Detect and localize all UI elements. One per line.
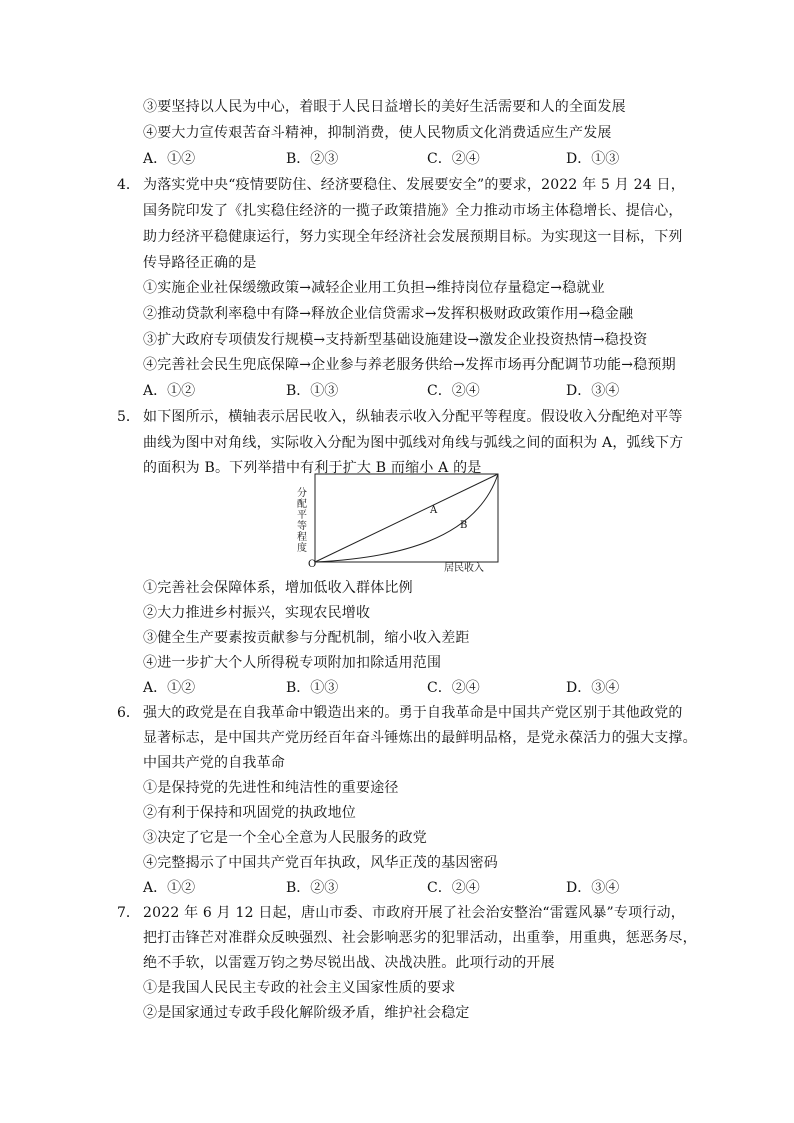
q4-option-a: A．①② [143, 383, 196, 399]
q6-option-c: C．②④ [427, 880, 480, 896]
q5-option-b: B．①③ [286, 680, 339, 696]
q5-item-2: ②大力推进乡村振兴，实现农民增收 [143, 605, 371, 621]
q4-stem-line-2: 国务院印发了《扎实稳住经济的一揽子政策措施》全力推动市场主体稳增长、提信心， [143, 203, 683, 219]
q7-item-2: ②是国家通过专政手段化解阶级矛盾，维护社会稳定 [143, 1005, 470, 1021]
q5-item-4: ④进一步扩大个人所得税专项附加扣除适用范围 [143, 655, 442, 671]
q3-option-b: B．②③ [286, 151, 339, 167]
q6-option-d: D．③④ [566, 880, 620, 896]
q3-item-4: ④要大力宣传艰苦奋斗精神，抑制消费，使人民物质文化消费适应生产发展 [143, 125, 612, 141]
q6-stem-line-2: 显著标志，是中国共产党历经百年奋斗锤炼出的最鲜明品格，是党永葆活力的强大支撑。 [143, 730, 697, 746]
q4-item-4: ④完善社会民生兜底保障→企业参与养老服务供给→发挥市场再分配调节功能→稳预期 [143, 357, 676, 373]
q3-option-c: C．②④ [427, 151, 480, 167]
y-label-char: 分 [297, 488, 307, 499]
q4-option-c: C．②④ [427, 383, 480, 399]
y-label-char: 等 [297, 521, 307, 532]
q4-option-b: B．①③ [286, 383, 339, 399]
figure-x-axis-label: 居民收入 [444, 563, 484, 574]
q3-option-a: A．①② [143, 151, 196, 167]
q5-option-a: A．①② [143, 680, 196, 696]
q4-item-3: ③扩大政府专项债发行规模→支持新型基础设施建设→激发企业投资热情→稳投资 [143, 332, 648, 348]
q7-stem-line-3: 绝不手软，以雷霆万钧之势尽锐出战、决战决胜。此项行动的开展 [143, 955, 555, 971]
q5-stem-line-2: 曲线为图中对角线，实际收入分配为图中弧线对角线与弧线之间的面积为 A，弧线下方 [143, 435, 684, 451]
q6-option-b: B．②③ [286, 880, 339, 896]
income-distribution-figure [296, 470, 506, 576]
area-b-label: B [460, 520, 468, 531]
q6-stem-line-3: 中国共产党的自我革命 [143, 755, 285, 771]
area-a-label: A [430, 505, 438, 516]
q5-option-d: D．③④ [566, 680, 620, 696]
q4-item-2: ②推动贷款利率稳中有降→释放企业信贷需求→发挥积极财政政策作用→稳金融 [143, 306, 634, 322]
q6-number: 6． [117, 705, 140, 721]
y-label-char: 平 [297, 510, 307, 521]
q4-stem-line-3: 助力经济平稳健康运行，努力实现全年经济社会发展预期目标。为实现这一目标，下列 [143, 229, 683, 245]
q6-item-4: ④完整揭示了中国共产党百年执政，风华正茂的基因密码 [143, 855, 498, 871]
y-label-char: 程 [297, 532, 307, 543]
q7-stem-line-2: 把打击锋芒对准群众反映强烈、社会影响恶劣的犯罪活动，出重拳，用重典，惩恶务尽， [143, 930, 697, 946]
figure-plot [296, 470, 506, 576]
y-label-char: 度 [297, 543, 307, 554]
q5-option-c: C．②④ [427, 680, 480, 696]
q5-item-3: ③健全生产要素按贡献参与分配机制，缩小收入差距 [143, 630, 470, 646]
q3-item-3: ③要坚持以人民为中心，着眼于人民日益增长的美好生活需要和人的全面发展 [143, 99, 626, 115]
q5-stem-line-1: 如下图所示，横轴表示居民收入，纵轴表示收入分配平等程度。假设收入分配绝对平等 [143, 409, 683, 425]
q6-stem-line-1: 强大的政党是在自我革命中锻造出来的。勇于自我革命是中国共产党区别于其他政党的 [143, 705, 683, 721]
q5-number: 5． [117, 409, 140, 425]
q4-item-1: ①实施企业社保缓缴政策→减轻企业用工负担→维持岗位存量稳定→稳就业 [143, 280, 605, 296]
q4-stem-line-1: 为落实党中央“疫情要防住、经济要稳住、发展要安全”的要求，2022 年 5 月 24 日， [143, 177, 685, 193]
q4-stem-line-4: 传导路径正确的是 [143, 255, 257, 271]
q6-item-2: ②有利于保持和巩固党的执政地位 [143, 805, 356, 821]
q6-item-3: ③决定了它是一个全心全意为人民服务的政党 [143, 830, 427, 846]
q6-option-a: A．①② [143, 880, 196, 896]
q6-item-1: ①是保持党的先进性和纯洁性的重要途径 [143, 780, 399, 796]
q4-option-d: D．③④ [566, 383, 620, 399]
q3-option-d: D．①③ [566, 151, 620, 167]
origin-label: O [308, 559, 317, 570]
q5-item-1: ①完善社会保障体系，增加低收入群体比例 [143, 580, 413, 596]
q7-item-1: ①是我国人民民主专政的社会主义国家性质的要求 [143, 980, 456, 996]
q5-stem-line-3: 的面积为 B。下列举措中有利于扩大 B 而缩小 A 的是 [143, 460, 482, 476]
y-label-char: 配 [297, 499, 307, 510]
q7-number: 7． [117, 905, 140, 921]
q4-number: 4． [117, 177, 140, 193]
q7-stem-line-1: 2022 年 6 月 12 日起，唐山市委、市政府开展了社会治安整治“雷霆风暴”专项行动， [143, 905, 685, 921]
